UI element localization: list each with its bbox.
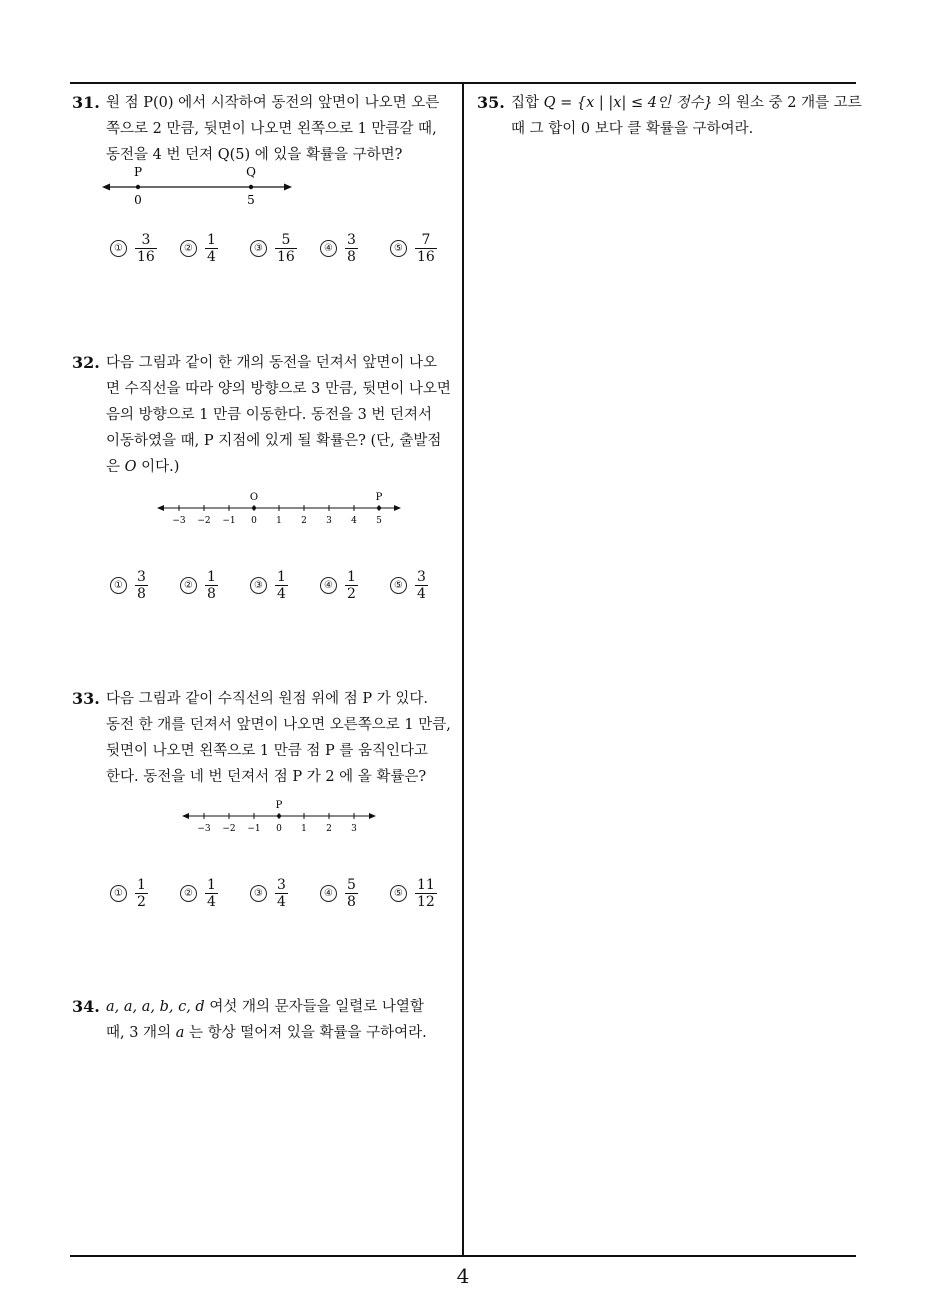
text-line: 원 점 P(0) 에서 시작하여 동전의 앞면이 나오면 오른 bbox=[106, 95, 440, 111]
choice-mark: ① bbox=[110, 240, 127, 257]
tick-label: 4 bbox=[351, 516, 357, 526]
problem-number: 34. bbox=[72, 997, 100, 1016]
fraction: $\frac{3}{8}$ bbox=[137, 569, 146, 602]
choice-3[interactable] bbox=[250, 232, 297, 265]
tick-label: 5 bbox=[376, 516, 382, 526]
point-label-p: P bbox=[275, 800, 283, 811]
tick-label: −1 bbox=[247, 824, 261, 834]
problem-number: 35. bbox=[477, 93, 505, 112]
text-line: 때 그 합이 0 보다 클 확률을 구하여라. bbox=[511, 121, 754, 137]
fraction: $\frac{11}{12}$ bbox=[417, 877, 435, 910]
choice-mark: ③ bbox=[250, 885, 267, 902]
fraction: $\frac{3}{16}$ bbox=[137, 232, 155, 265]
choice-2[interactable] bbox=[180, 232, 218, 265]
problem-35 bbox=[477, 90, 862, 142]
choice-mark: ④ bbox=[320, 240, 337, 257]
fraction: $\frac{3}{4}$ bbox=[417, 569, 426, 602]
text-line: 쪽으로 2 만큼, 뒷면이 나오면 왼쪽으로 1 만큼갈 때, bbox=[106, 121, 437, 137]
tick-label: −2 bbox=[222, 824, 236, 834]
fraction: $\frac{3}{4}$ bbox=[277, 877, 286, 910]
fraction: $\frac{1}{4}$ bbox=[207, 877, 216, 910]
choice-3[interactable] bbox=[250, 569, 288, 602]
fraction: $\frac{1}{2}$ bbox=[347, 569, 356, 602]
problem-text bbox=[106, 90, 462, 168]
column-divider bbox=[462, 83, 464, 1256]
tick-label: 2 bbox=[326, 824, 332, 834]
choice-mark: ⑤ bbox=[390, 885, 407, 902]
fraction: $\frac{7}{16}$ bbox=[417, 232, 435, 265]
tick-label: −3 bbox=[172, 516, 186, 526]
fraction: $\frac{1}{8}$ bbox=[207, 569, 216, 602]
choice-4[interactable] bbox=[320, 232, 358, 265]
text-line: 동전을 4 번 던져 Q(5) 에 있을 확률을 구하면? bbox=[106, 147, 403, 163]
choice-mark: ④ bbox=[320, 885, 337, 902]
problem-text bbox=[511, 90, 862, 142]
problem-33 bbox=[72, 686, 462, 790]
tick-label: −2 bbox=[197, 516, 211, 526]
point-label-q: Q bbox=[246, 165, 256, 179]
problem-number: 33. bbox=[72, 689, 100, 708]
problem-31 bbox=[72, 90, 462, 168]
tick-label: −1 bbox=[222, 516, 236, 526]
choice-2[interactable] bbox=[180, 877, 218, 910]
fraction: $\frac{3}{8}$ bbox=[347, 232, 356, 265]
text-line: 이동하였을 때, P 지점에 있게 될 확률은? (단, 출발점 bbox=[106, 433, 442, 449]
point-label-p: P bbox=[375, 492, 383, 503]
tick-label: 5 bbox=[247, 193, 255, 207]
choice-mark: ③ bbox=[250, 577, 267, 594]
fraction: $\frac{1}{2}$ bbox=[137, 877, 146, 910]
choice-mark: ② bbox=[180, 885, 197, 902]
problem-text bbox=[106, 686, 462, 790]
page-number: 4 bbox=[456, 1264, 470, 1288]
choice-3[interactable] bbox=[250, 877, 288, 910]
tick-label: 3 bbox=[351, 824, 357, 834]
bottom-rule bbox=[70, 1255, 856, 1257]
point-label-p: P bbox=[133, 165, 143, 179]
choice-5[interactable] bbox=[390, 569, 428, 602]
number-line-figure-32 bbox=[155, 490, 405, 534]
text-line: 다음 그림과 같이 한 개의 동전을 던져서 앞면이 나오 bbox=[106, 355, 438, 371]
set-expression: Q = {x | |x| ≤ 4인 정수} bbox=[543, 95, 713, 111]
fraction: $\frac{1}{4}$ bbox=[277, 569, 286, 602]
point-label-o: O bbox=[249, 492, 259, 503]
text-line: 면 수직선을 따라 양의 방향으로 3 만큼, 뒷면이 나오면 bbox=[106, 381, 451, 397]
text-line: 다음 그림과 같이 수직선의 원점 위에 점 P 가 있다. bbox=[106, 691, 428, 707]
choice-mark: ① bbox=[110, 577, 127, 594]
number-line-figure-31 bbox=[100, 162, 300, 214]
fraction: $\frac{5}{16}$ bbox=[277, 232, 295, 265]
choice-4[interactable] bbox=[320, 569, 358, 602]
tick-label: 0 bbox=[276, 824, 282, 834]
choice-mark: ⑤ bbox=[390, 577, 407, 594]
tick-label: 1 bbox=[301, 824, 307, 834]
problem-number: 32. bbox=[72, 353, 100, 372]
number-line-figure-33 bbox=[180, 798, 380, 842]
tick-label: 1 bbox=[276, 516, 282, 526]
text-line: a, a, a, b, c, d 여섯 개의 문자들을 일렬로 나열할 bbox=[106, 999, 424, 1015]
tick-label: 0 bbox=[134, 193, 142, 207]
choice-mark: ③ bbox=[250, 240, 267, 257]
problem-number: 31. bbox=[72, 93, 100, 112]
text-line: 집합 Q = {x | |x| ≤ 4인 정수} 의 원소 중 2 개를 고르 bbox=[511, 95, 862, 111]
text-line: 은 O 이다.) bbox=[106, 459, 180, 475]
fraction: $\frac{1}{4}$ bbox=[207, 232, 216, 265]
tick-label: 3 bbox=[326, 516, 332, 526]
choice-4[interactable] bbox=[320, 877, 358, 910]
choice-5[interactable] bbox=[390, 877, 437, 910]
choice-1[interactable] bbox=[110, 877, 148, 910]
choice-2[interactable] bbox=[180, 569, 218, 602]
problem-32 bbox=[72, 350, 462, 480]
text-line: 때, 3 개의 a 는 항상 떨어져 있을 확률을 구하여라. bbox=[106, 1025, 427, 1041]
choice-mark: ② bbox=[180, 240, 197, 257]
tick-label: 0 bbox=[251, 516, 257, 526]
problem-text bbox=[106, 994, 462, 1046]
text-line: 한다. 동전을 네 번 던져서 점 P 가 2 에 올 확률은? bbox=[106, 769, 427, 785]
text-line: 동전 한 개를 던져서 앞면이 나오면 오른쪽으로 1 만큼, bbox=[106, 717, 451, 733]
text-line: 뒷면이 나오면 왼쪽으로 1 만큼 점 P 를 움직인다고 bbox=[106, 743, 428, 759]
choice-mark: ⑤ bbox=[390, 240, 407, 257]
tick-label: −3 bbox=[197, 824, 211, 834]
tick-label: 2 bbox=[301, 516, 307, 526]
choice-mark: ② bbox=[180, 577, 197, 594]
problem-34 bbox=[72, 994, 462, 1046]
choice-mark: ① bbox=[110, 885, 127, 902]
problem-text bbox=[106, 350, 462, 480]
choice-mark: ④ bbox=[320, 577, 337, 594]
fraction: $\frac{5}{8}$ bbox=[347, 877, 356, 910]
choice-1[interactable] bbox=[110, 569, 148, 602]
text-line: 음의 방향으로 1 만큼 이동한다. 동전을 3 번 던져서 bbox=[106, 407, 433, 423]
choice-5[interactable] bbox=[390, 232, 437, 265]
choice-1[interactable] bbox=[110, 232, 157, 265]
